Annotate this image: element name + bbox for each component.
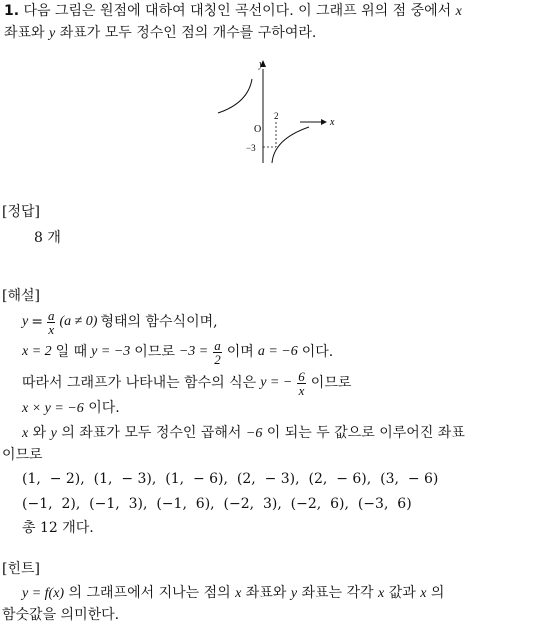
points-row-1: (1, − 2), (1, − 3), (1, − 6), (2, − 3), (2, − 6), (3, − 6): [22, 471, 439, 487]
problem-line-2: 좌표와 y 좌표가 모두 정수인 점의 개수를 구하여라.: [4, 25, 317, 41]
hyperbola-figure: [210, 55, 350, 165]
x-axis-label: x: [330, 117, 335, 128]
curve-left-branch: [218, 79, 252, 113]
hint-header: [힌트]: [2, 561, 40, 577]
problem-var-x: x: [455, 4, 462, 19]
explanation-line-5: x 와 y 의 좌표가 모두 정수인 곱해서 −6 이 되는 두 값으로 이루어진 좌표: [22, 425, 465, 441]
problem-number: 1.: [4, 3, 20, 19]
total-count: 총 12 개다.: [22, 520, 94, 536]
answer-header: [정답]: [2, 204, 40, 220]
points-row-2: (−1, 2), (−1, 3), (−1, 6), (−2, 3), (−2, 6), (−3, 6): [22, 496, 412, 512]
explanation-header: [해설]: [2, 288, 40, 304]
explanation-line-1: y = $\frac{a}{x}$ (a ≠ 0) 형태의 함수식이며,: [22, 307, 218, 337]
problem-text-1: 다음 그림은 원점에 대하여 대칭인 곡선이다. 이 그래프 위의 점 중에서: [23, 3, 452, 19]
problem-line-1: [4, 2, 462, 21]
fraction-a-over-2: $\frac{a}{2}$: [214, 337, 221, 367]
fraction-6-over-x: $\frac{6}{x}$: [298, 368, 305, 398]
fraction-a-over-x: $\frac{a}{x}$: [47, 307, 55, 337]
x-axis-arrow: [321, 119, 327, 125]
explanation-line-6: 이므로: [2, 447, 43, 463]
explanation-line-4: x × y = −6 이다.: [22, 400, 120, 416]
tick-x-2: 2: [274, 111, 279, 121]
explanation-line-2: x = 2 일 때 y = −3 이므로 −3 = $\frac{a}{2}$ 이며 a = −6 이다.: [22, 337, 334, 367]
y-axis-label: y: [259, 59, 264, 70]
origin-label: O: [254, 124, 262, 135]
hint-line-2: 함숫값을 의미한다.: [2, 607, 120, 623]
tick-y-neg3: −3: [246, 143, 256, 153]
hint-line-1: y = f(x) 의 그래프에서 지나는 점의 x 좌표와 y 좌표는 각각 x 값과 x 의: [22, 585, 445, 601]
answer-value: 8 개: [34, 230, 61, 246]
explanation-line-3: 따라서 그래프가 나타내는 함수의 식은 y = − $\frac{6}{x}$ 이므로: [22, 368, 352, 398]
curve-right-branch: [272, 127, 309, 163]
